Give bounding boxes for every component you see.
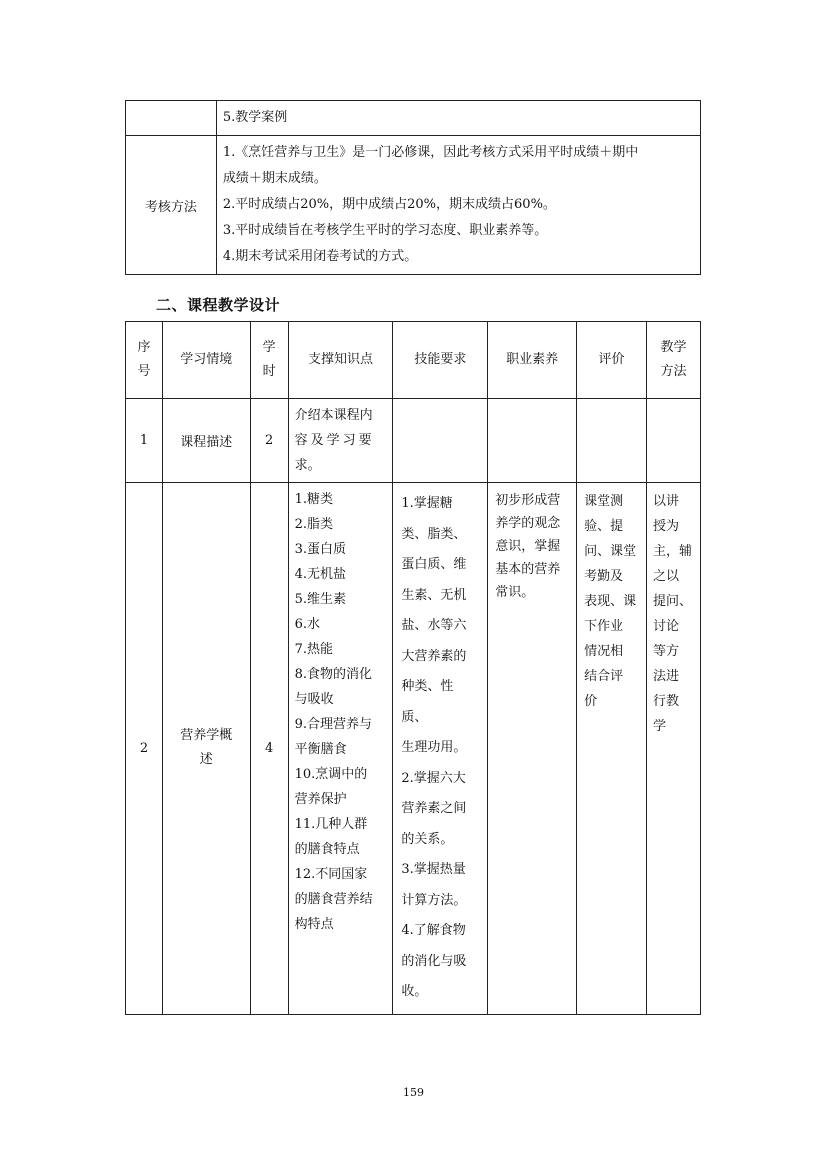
header-hours-line: 学 [262,340,276,355]
assessment-table [125,100,701,275]
skill-line: 4.了解食物 [401,923,466,938]
skill-line: 盐、水等六 [401,618,467,633]
header-knowledge: 支撑知识点 [288,322,393,399]
header-method-line: 教学 [660,340,687,355]
row-hours: 4 [250,483,288,1015]
header-method [646,322,700,399]
teaching-case-item: 5.教学案例 [216,101,700,136]
evaluation-line: 价 [584,694,598,709]
method-line: 授为 [652,519,679,534]
literacy-line: 基本的营养 [495,562,561,577]
method-line: 主，辅 [652,544,692,559]
knowledge-line: 求。 [294,458,321,473]
assessment-line: 3.平时成绩旨在考核学生平时的学习态度、职业素养等。 [222,223,548,238]
header-literacy: 职业素养 [488,322,577,399]
method-line: 讨论 [652,619,679,634]
row-skills [393,483,488,1015]
evaluation-line: 验、提 [584,519,624,534]
situation-line: 述 [199,752,213,768]
evaluation-line: 情况相 [584,644,624,659]
knowledge-line: 介绍本课程内 [294,408,373,423]
row-method [646,399,700,483]
situation-line: 营养学概 [180,728,233,744]
knowledge-line: 10.烹调中的 [294,767,368,782]
table-row [126,399,701,483]
method-line: 之以 [652,569,679,584]
header-hours [250,322,288,399]
header-seq [126,322,163,399]
assessment-line: 成绩＋期末成绩。 [222,171,327,186]
skill-line: 类、脂类、 [401,526,467,542]
row-seq: 2 [126,483,163,1015]
skill-line: 生素、无机 [401,587,467,603]
row-seq: 1 [126,399,163,483]
literacy-line: 意识，掌握 [495,539,561,554]
row-knowledge [288,399,393,483]
method-line: 学 [652,719,666,734]
row-literacy [488,399,577,483]
table-row [126,483,701,1015]
method-line: 行教 [652,694,679,709]
skill-line: 种类、性质、 [401,679,454,725]
row-method [646,483,700,1015]
knowledge-line: 4.无机盐 [294,567,347,582]
method-line: 以讲 [652,494,679,509]
header-seq-line: 号 [137,364,151,379]
method-line: 提问、 [652,594,692,609]
skill-line: 的关系。 [401,831,454,847]
header-seq-line: 序 [137,340,151,355]
skill-line: 3.掌握热量 [401,862,466,877]
method-line: 法进 [652,669,679,684]
evaluation-line: 课堂测 [584,494,624,509]
knowledge-line: 营养保护 [294,792,347,807]
assessment-method-label: 考核方法 [126,136,217,275]
course-design-table [125,321,701,1015]
knowledge-line: 构特点 [294,917,334,932]
method-line: 等方 [652,644,679,659]
row-evaluation [577,483,647,1015]
section-heading: 二、课程教学设计 [156,296,281,314]
skill-line: 计算方法。 [401,892,467,908]
evaluation-line: 下作业 [584,619,624,634]
evaluation-line: 结合评 [584,669,624,684]
skill-line: 生理功用。 [401,740,467,755]
knowledge-line: 与吸收 [294,692,334,707]
knowledge-line: 的膳食营养结 [294,892,373,907]
knowledge-line: 的膳食特点 [294,842,360,857]
skill-line: 大营养素的 [401,648,467,664]
skill-line: 收。 [401,984,428,999]
assessment-line: 2.平时成绩占20%，期中成绩占20%，期末成绩占60%。 [222,197,556,212]
row-hours: 2 [250,399,288,483]
evaluation-line: 考勤及 [584,569,624,584]
knowledge-line: 6.水 [294,617,321,632]
skill-line: 1.掌握糖 [401,496,453,511]
evaluation-line: 问、课堂 [584,544,637,559]
skill-line: 营养素之间 [401,801,467,816]
empty-label-cell [126,101,217,136]
knowledge-line: 3.蛋白质 [294,542,347,557]
skill-line: 蛋白质、维 [401,557,467,572]
knowledge-line: 11.几种人群 [294,817,368,832]
header-skills: 技能要求 [393,322,488,399]
header-situation: 学习情境 [162,322,250,399]
row-skills [393,399,488,483]
knowledge-line: 12.不同国家 [294,867,368,882]
row-situation [162,483,250,1015]
knowledge-line: 5.维生素 [294,592,347,607]
knowledge-line: 8.食物的消化 [294,667,373,682]
header-row [126,322,701,399]
header-method-line: 方法 [660,364,687,379]
knowledge-line: 平衡膳食 [294,742,347,757]
knowledge-line: 9.合理营养与 [294,717,373,732]
knowledge-line: 1.糖类 [294,492,334,507]
row-literacy [488,483,577,1015]
knowledge-line: 容及学习要 [294,433,375,448]
skill-line: 的消化与吸 [401,953,467,969]
knowledge-line: 2.脂类 [294,517,334,532]
literacy-line: 常识。 [495,585,535,600]
row-situation: 课程描述 [162,399,250,483]
assessment-method-content [216,136,700,275]
evaluation-line: 表现、课 [584,594,637,609]
header-evaluation: 评价 [577,322,647,399]
literacy-line: 初步形成营 [495,493,561,508]
header-hours-line: 时 [262,364,276,379]
assessment-line: 4.期末考试采用闭卷考试的方式。 [222,249,418,264]
page-number: 159 [403,1086,424,1099]
literacy-line: 养学的观念 [495,516,561,531]
skill-line: 2.掌握六大 [401,770,466,786]
knowledge-line: 7.热能 [294,642,334,657]
row-knowledge [288,483,393,1015]
assessment-line: 1.《烹饪营养与卫生》是一门必修课，因此考核方式采用平时成绩＋期中 [222,145,639,160]
row-evaluation [577,399,647,483]
